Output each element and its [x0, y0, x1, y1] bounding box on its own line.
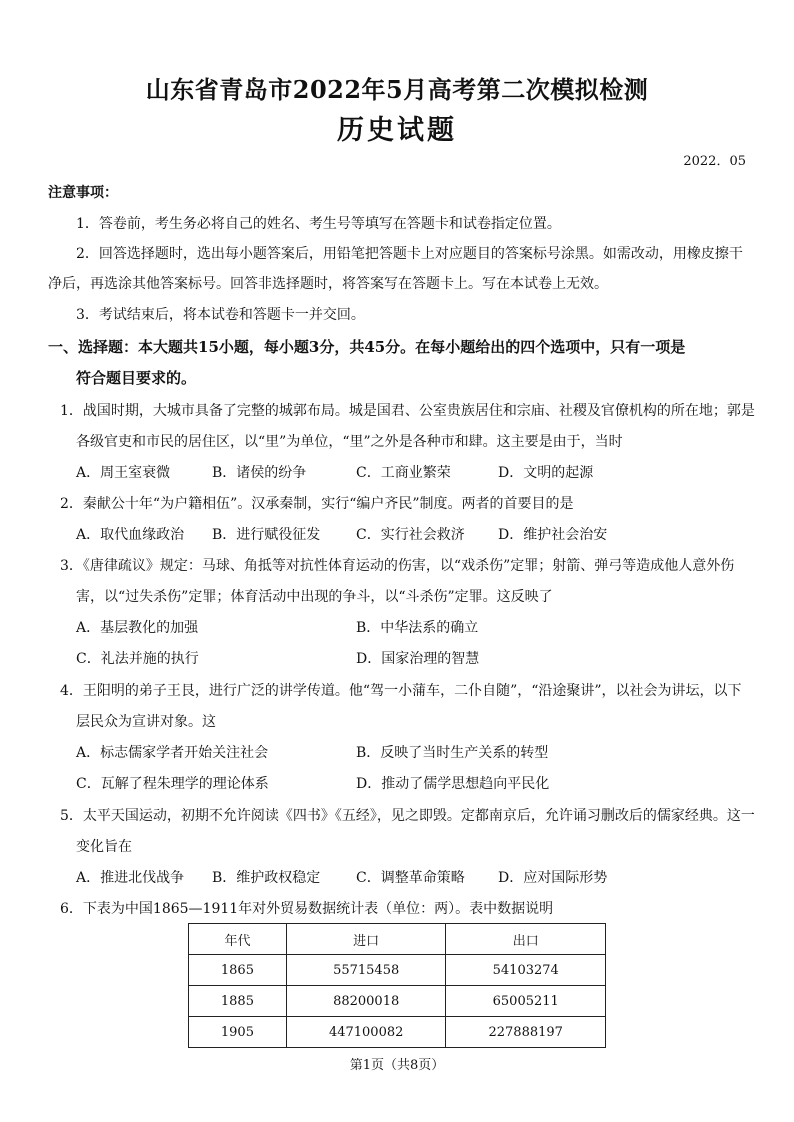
page-subtitle: 历史试题	[337, 115, 457, 146]
notice-item: 2．回答选择题时，选出每小题答案后，用铅笔把答题卡上对应题目的答案标号涂黑。如需改动，用橡皮擦干	[76, 246, 743, 262]
notice-item: 净后，再选涂其他答案标号。回答非选择题时，将答案写在答题卡上。写在本试卷上无效。	[48, 276, 608, 292]
question-1-stem: 1．战国时期，大城市具备了完整的城郭布局。城是国君、公室贵族居住和宗庙、社稷及官僚机构的所在地；郭是	[60, 403, 755, 419]
table-cell: 1865	[189, 955, 287, 986]
table-row	[189, 955, 606, 986]
question-5-option-b: B．维护政权稳定	[212, 870, 321, 886]
question-4-stem: 4．王阳明的弟子王艮，进行广泛的讲学传道。他“驾一小蒲车，二仆自随”，“沿途聚讲”，以社会为讲坛，以下	[60, 683, 742, 699]
question-1-option-c: C．工商业繁荣	[356, 465, 451, 481]
table-cell: 65005211	[446, 986, 606, 1017]
question-5-option-d: D．应对国际形势	[498, 870, 608, 886]
question-3-option-d: D．国家治理的智慧	[356, 651, 480, 667]
question-2-option-b: B．进行赋役征发	[212, 527, 321, 543]
table-cell: 1885	[189, 986, 287, 1017]
question-3-option-a: A．基层教化的加强	[76, 620, 199, 636]
section-heading: 一、选择题：本大题共15小题，每小题3分，共45分。在每小题给出的四个选项中，只有一项是	[48, 338, 686, 356]
notice-item: 1．答卷前，考生务必将自己的姓名、考生号等填写在答题卡和试卷指定位置。	[76, 216, 561, 232]
question-4-option-a: A．标志儒家学者开始关注社会	[76, 745, 269, 761]
question-5-stem: 变化旨在	[76, 839, 132, 855]
table-row	[189, 1017, 606, 1048]
question-3-stem: 害，以“过失杀伤”定罪；体育活动中出现的争斗，以“斗杀伤”定罪。这反映了	[76, 589, 553, 605]
question-4-option-b: B．反映了当时生产关系的转型	[356, 745, 549, 761]
exam-date: 2022．05	[683, 154, 746, 169]
question-3-stem: 3．《唐律疏议》规定：马球、角抵等对抗性体育运动的伤害，以“戏杀伤”定罪；射箭、弹弓等造成他人意外伤	[60, 558, 735, 574]
table-cell: 227888197	[446, 1017, 606, 1048]
question-3-option-b: B．中华法系的确立	[356, 620, 479, 636]
table-cell: 55715458	[286, 955, 446, 986]
page-number: 第1页（共8页）	[349, 1058, 445, 1073]
question-2-option-a: A．取代血缘政治	[76, 527, 185, 543]
table-header-cell: 出口	[446, 924, 606, 955]
question-3-option-c: C．礼法并施的执行	[76, 651, 199, 667]
question-1-option-d: D．文明的起源	[498, 465, 594, 481]
question-1-option-a: A．周王室衰微	[76, 465, 171, 481]
question-2-option-c: C．实行社会救济	[356, 527, 465, 543]
page-title: 山东省青岛市2022年5月高考第二次模拟检测	[145, 75, 649, 104]
question-1-stem: 各级官吏和市民的居住区，以“里”为单位，“里”之外是各种市和肆。这主要是由于，当时	[76, 434, 623, 450]
notice-item: 3．考试结束后，将本试卷和答题卡一并交回。	[76, 307, 365, 323]
notice-heading: 注意事项：	[48, 185, 118, 201]
question-2-option-d: D．维护社会治安	[498, 527, 608, 543]
table-cell: 447100082	[286, 1017, 446, 1048]
question-5-stem: 5．太平天国运动，初期不允许阅读《四书》《五经》，见之即毁。定都南京后，允许诵习删改后的儒家经典。这一	[60, 808, 755, 824]
question-4-option-c: C．瓦解了程朱理学的理论体系	[76, 776, 269, 792]
question-2-stem: 2．秦献公十年“为户籍相伍”。汉承秦制，实行“编户齐民”制度。两者的首要目的是	[60, 496, 574, 512]
question-1-option-b: B．诸侯的纷争	[212, 465, 307, 481]
question-4-stem: 层民众为宣讲对象。这	[76, 714, 216, 730]
table-header-row	[189, 924, 606, 955]
section-heading-cont: 符合题目要求的。	[76, 369, 197, 387]
question-5-option-c: C．调整革命策略	[356, 870, 465, 886]
question-6-stem: 6．下表为中国1865—1911年对外贸易数据统计表（单位：两）。表中数据说明	[60, 901, 554, 917]
table-cell: 1905	[189, 1017, 287, 1048]
table-cell: 88200018	[286, 986, 446, 1017]
table-row	[189, 986, 606, 1017]
trade-data-table	[188, 923, 606, 1048]
table-header-cell: 进口	[286, 924, 446, 955]
table-cell: 54103274	[446, 955, 606, 986]
question-5-option-a: A．推进北伐战争	[76, 870, 185, 886]
table-header-cell: 年代	[189, 924, 287, 955]
question-4-option-d: D．推动了儒学思想趋向平民化	[356, 776, 550, 792]
